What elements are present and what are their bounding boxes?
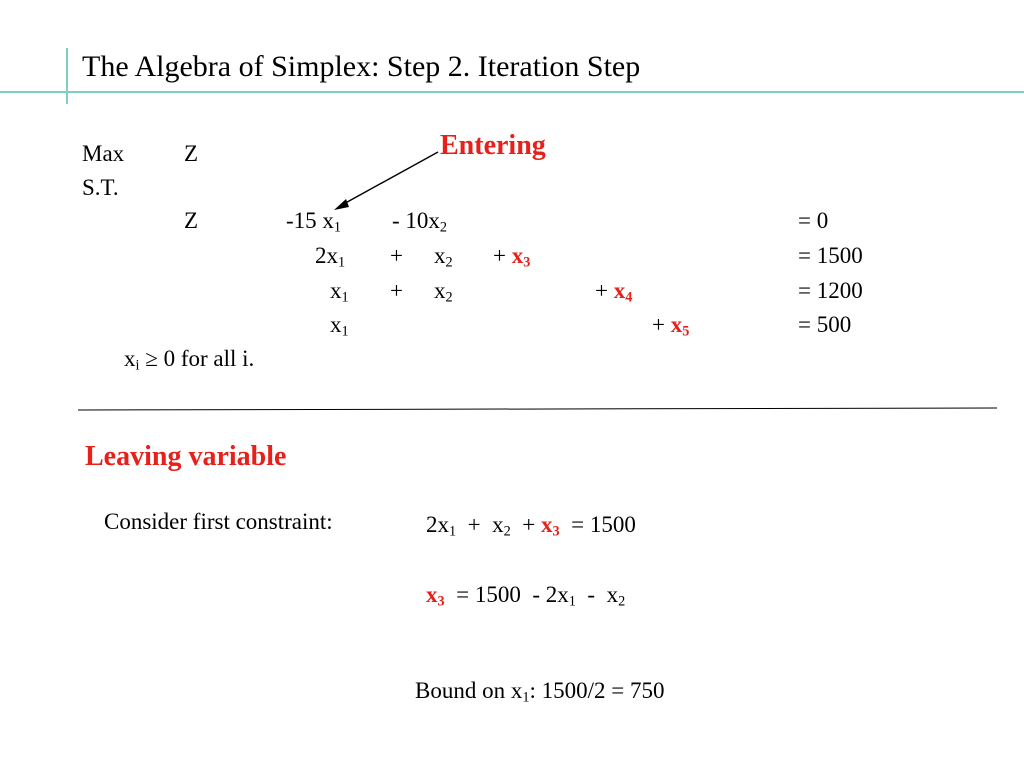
max-label: Max xyxy=(82,141,125,166)
row0-rhs: = 0 xyxy=(798,208,829,233)
row2-slack: + $x_4$ xyxy=(595,278,633,306)
row0-term2: - $10x_2$ xyxy=(392,208,448,236)
entering-arrow-line xyxy=(340,152,438,206)
section-divider xyxy=(78,408,997,410)
solved-for-x3: $x_3 = 1500 - 2x_1 - x_2$ xyxy=(426,582,626,610)
row3-rhs: = 500 xyxy=(798,312,852,337)
row2-rhs: = 1200 xyxy=(798,278,863,303)
consider-label: Consider first constraint: xyxy=(104,509,333,534)
row1-plus: + xyxy=(390,243,403,268)
slide-title: The Algebra of Simplex: Step 2. Iteration Step xyxy=(82,50,641,83)
row2-plus: + xyxy=(390,278,403,303)
row1-slack: + $x_3$ xyxy=(493,243,531,271)
row1-term1: $2x_1$ xyxy=(315,243,346,271)
st-label: S.T. xyxy=(82,175,119,200)
row2-term2: $x_2$ xyxy=(434,278,453,306)
row3-term1: $x_1$ xyxy=(330,312,349,340)
row1-term2: $x_2$ xyxy=(434,243,453,271)
entering-label: Entering xyxy=(440,130,546,161)
row3-slack: + $x_5$ xyxy=(652,312,690,340)
row0-lhs: Z xyxy=(184,208,199,233)
row2-term1: $x_1$ xyxy=(330,278,349,306)
nonnegativity-constraint: $x_i \ge 0$ for all i. xyxy=(124,346,255,374)
row0-term1: -15 $x_1$ xyxy=(286,208,342,236)
leaving-variable-heading: Leaving variable xyxy=(85,441,287,472)
first-constraint: $2x_1 + x_2 + x_3 = 1500$ xyxy=(426,512,636,540)
objective-var: Z xyxy=(184,141,199,166)
bound-on-x1: Bound on $x_1$: 1500/2 = 750 xyxy=(415,678,665,706)
row1-rhs: = 1500 xyxy=(798,243,863,268)
